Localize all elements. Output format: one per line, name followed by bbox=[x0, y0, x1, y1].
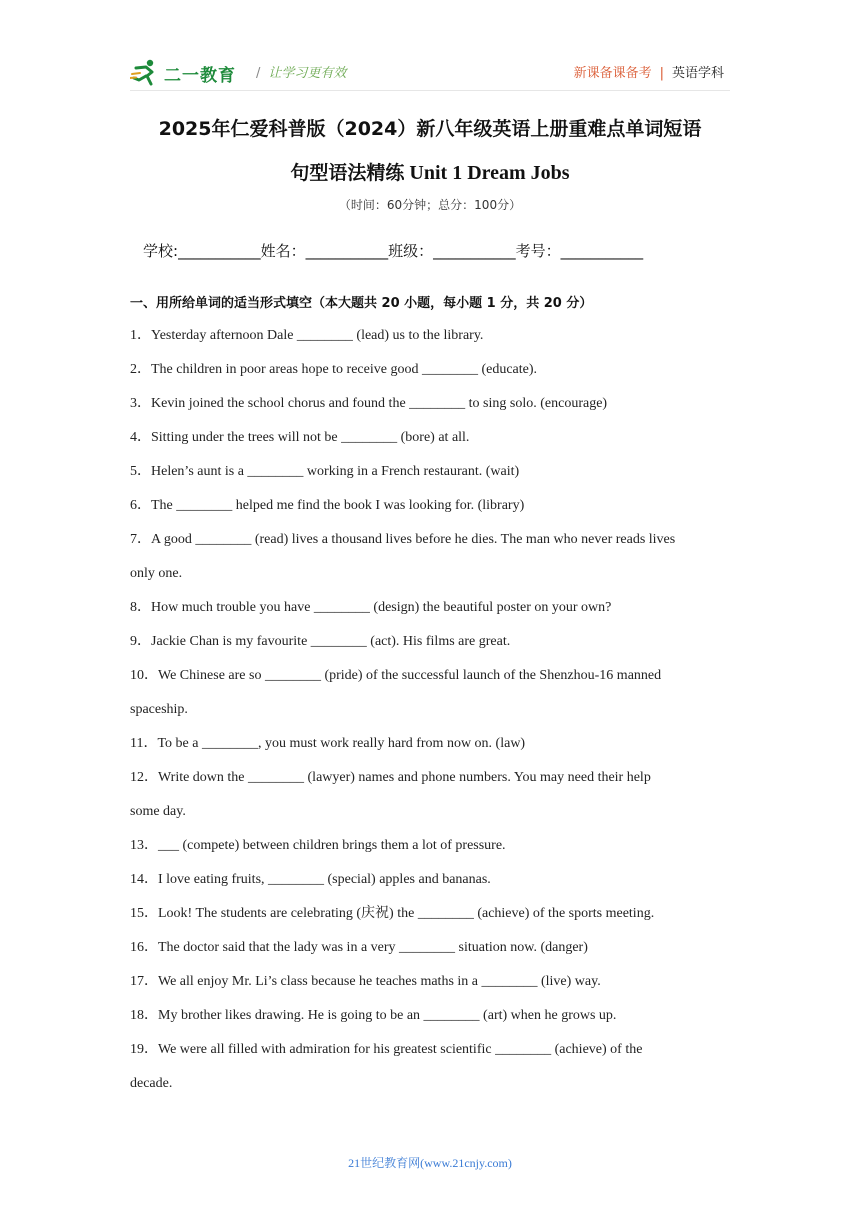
exam-no-label: 考号： bbox=[515, 242, 561, 260]
question-line: 19．We were all filled with admiration for his greatest scientific ________ (achieve) of the bbox=[130, 1042, 643, 1057]
slogan: / 让学习更有效 bbox=[256, 66, 347, 81]
title-line2-en: Unit 1 Dream Jobs bbox=[409, 162, 570, 184]
question-line: 11．To be a ________, you must work really hard from now on. (law) bbox=[130, 736, 526, 751]
question-line: 6．The ________ helped me find the book I was looking for. (library) bbox=[130, 498, 525, 513]
question-line: 1．Yesterday afternoon Dale ________ (lead) us to the library. bbox=[130, 328, 484, 343]
class-blank[interactable]: ___________ bbox=[433, 242, 516, 260]
question-line: 12．Write down the ________ (lawyer) names and phone numbers. You may need their help bbox=[130, 770, 651, 785]
question-line: 18．My brother likes drawing. He is going to be an ________ (art) when he grows up. bbox=[130, 1008, 617, 1023]
question-line: 3．Kevin joined the school chorus and found the ________ to sing solo. (encourage) bbox=[130, 396, 608, 411]
question-line: 10．We Chinese are so ________ (pride) of the successful launch of the Shenzhou-16 manned bbox=[130, 668, 662, 683]
question-line: 5．Helen’s aunt is a ________ working in a French restaurant. (wait) bbox=[130, 464, 520, 479]
question-line: 8．How much trouble you have ________ (design) the beautiful poster on your own? bbox=[130, 600, 612, 615]
logo-text: 二一教育 bbox=[164, 65, 236, 86]
name-label: 姓名： bbox=[260, 242, 306, 260]
title-line2-zh: 句型语法精练 bbox=[290, 162, 405, 184]
page-header bbox=[130, 56, 730, 92]
header-subject: 英语学科 bbox=[671, 66, 724, 81]
section-heading: 一、用所给单词的适当形式填空（本大题共 20 小题，每小题 1 分，共 20 分） bbox=[130, 296, 593, 311]
header-separator: | bbox=[659, 66, 664, 81]
time-info: （时间：60分钟；总分：100分） bbox=[338, 198, 522, 212]
question-continuation-line: only one. bbox=[130, 566, 183, 581]
name-blank[interactable]: ___________ bbox=[305, 242, 389, 260]
logo bbox=[130, 58, 236, 88]
header-rule bbox=[130, 90, 730, 91]
question-line: 15．Look! The students are celebrating (庆祝) the ________ (achieve) of the sports meeting. bbox=[130, 906, 655, 921]
question-line: 14．I love eating fruits, ________ (special) apples and bananas. bbox=[130, 872, 491, 887]
class-label: 班级： bbox=[388, 242, 434, 260]
exam-no-blank[interactable]: ___________ bbox=[560, 242, 644, 260]
runner-logo-icon bbox=[130, 58, 160, 88]
document-title-line2 bbox=[0, 158, 860, 185]
question-line: 17．We all enjoy Mr. Li’s class because he teaches maths in a ________ (live) way. bbox=[130, 974, 601, 989]
question-line: 16．The doctor said that the lady was in a very ________ situation now. (danger) bbox=[130, 940, 588, 955]
student-info-fields bbox=[143, 240, 643, 261]
question-continuation-line: decade. bbox=[130, 1076, 173, 1091]
question-line: 4．Sitting under the trees will not be ________ (bore) at all. bbox=[130, 430, 470, 445]
school-blank[interactable]: ___________ bbox=[178, 242, 261, 260]
question-continuation-line: some day. bbox=[130, 804, 186, 819]
question-line: 13．___ (compete) between children brings them a lot of pressure. bbox=[130, 838, 506, 853]
footer-text: 21世纪教育网(www.21cnjy.com) bbox=[348, 1156, 512, 1170]
header-tagline: 新课备课备考 bbox=[573, 66, 652, 81]
slogan-text: 让学习更有效 bbox=[268, 66, 347, 81]
question-continuation-line: spaceship. bbox=[130, 702, 188, 717]
school-label: 学校: bbox=[143, 242, 179, 260]
question-line: 9．Jackie Chan is my favourite ________ (act). His films are great. bbox=[130, 634, 511, 649]
question-line: 7．A good ________ (read) lives a thousand lives before he dies. The man who never reads lives bbox=[130, 532, 676, 547]
document-title-line1: 2025年仁爱科普版（2024）新八年级英语上册重难点单词短语 bbox=[158, 118, 702, 140]
question-line: 2．The children in poor areas hope to receive good ________ (educate). bbox=[130, 362, 538, 377]
header-right bbox=[574, 62, 724, 81]
